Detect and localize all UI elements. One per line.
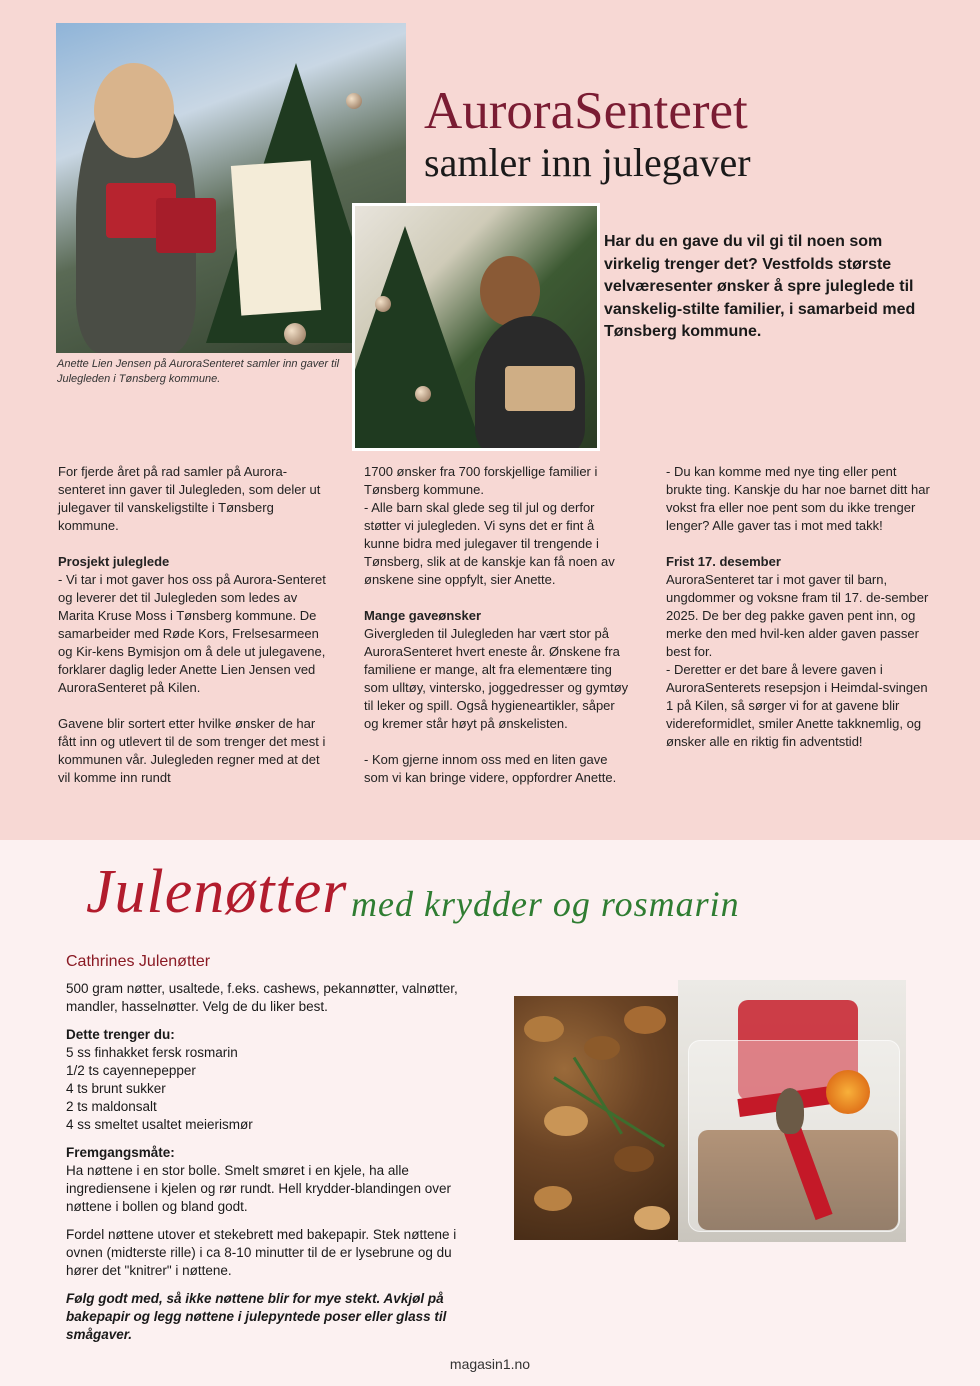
recipe-name: Cathrines Julenøtter — [66, 953, 211, 970]
article-lead: Har du en gave du vil gi til noen som virkelig trenger det? Vestfolds største velværesenter ønsker å spre juleglede til vanskelig-stilte familier, i samarbeid med Tønsberg kommune. — [604, 233, 916, 340]
subheading: Frist 17. desember — [666, 554, 781, 569]
paragraph: Mange gaveønsker Givergleden til Julegleden har vært stor på AuroraSenteret hvert eneste år. Ønskene fra familiene er mange, alt fra elementære ting som ulltøy, vintersko, joggedresser og gymtøy til leker og spill. Også hygieneartikler, såper og kremer står høyt på ønskelisten. — [364, 607, 632, 733]
ornament — [346, 93, 362, 109]
christmas-tree-shape — [352, 226, 485, 451]
ingredient: 4 ss smeltet usaltet meierismør — [66, 1117, 253, 1132]
article-column-2 — [364, 463, 632, 805]
dried-orange-slice — [826, 1070, 870, 1114]
paragraph: - Du kan komme med nye ting eller pent brukte ting. Kanskje du har noe barnet ditt har vokst fra eller noe pent som du ikke trenger lenger? Alle gaver tas i mot med takk! — [666, 464, 930, 533]
ingredient: 2 ts maldonsalt — [66, 1099, 157, 1114]
nut — [534, 1186, 572, 1211]
photo-nut-gift-bag — [678, 980, 906, 1242]
paragraph: - Kom gjerne innom oss med en liten gave som vi kan bringe videre, oppfordrer Anette. — [364, 752, 617, 785]
method-step: Fordel nøttene utover et stekebrett med bakepapir. Stek nøttene i ovnen (midterste rille) i ca 8-10 minutter til de er lysebrune og du hører det "knitrer" i nøttene. — [66, 1227, 457, 1278]
nut — [634, 1206, 670, 1230]
paragraph: For fjerde året på rad samler på Aurora-senteret inn gaver til Julegleden, som deler ut julegaver til vanskeligstilte i Tønsberg kommune. — [58, 464, 321, 533]
paragraph: Gavene blir sortert etter hvilke ønsker de har fått inn og utlevert til de som trenger det mest i kommunen vår. Julegleden regner med at det vil komme inn rundt — [58, 716, 326, 785]
nut — [614, 1146, 654, 1172]
recipe-intro: 500 gram nøtter, usaltede, f.eks. cashews, pekannøtter, valnøtter, mandler, hasselnøtter. Velg de du liker best. — [66, 981, 458, 1014]
recipe-body — [66, 980, 466, 1354]
article-column-3 — [666, 463, 934, 769]
article-column-1 — [58, 463, 326, 805]
recipe-title-rest: med krydder og rosmarin — [351, 884, 740, 924]
recipe-tip: Følg godt med, så ikke nøttene blir for mye stekt. Avkjøl på bakepapir og legg nøttene i julepyntede poser eller glass til smågaver. — [66, 1291, 447, 1342]
ingredient: 1/2 ts cayennepepper — [66, 1063, 196, 1078]
photo-woman-with-packages — [352, 203, 600, 451]
footer-site: magasin1.no — [449, 1356, 531, 1372]
ingredient: 4 ts brunt sukker — [66, 1081, 166, 1096]
subheading: Prosjekt juleglede — [58, 554, 170, 569]
ornament — [415, 386, 431, 402]
nut — [584, 1036, 620, 1060]
recipe-title-script: Julenøtter — [86, 858, 348, 926]
paragraph: Frist 17. desember AuroraSenteret tar i mot gaver til barn, ungdommer og voksne fram til 17. de-sember 2025. De ber deg pakke gaven pent inn, og merke den med hvil-ken alder gaven passer best for. — [666, 553, 934, 661]
method-heading: Fremgangsmåte: — [66, 1145, 175, 1160]
ingredient: 5 ss finhakket fersk rosmarin — [66, 1045, 238, 1060]
paragraph: - Alle barn skal glede seg til jul og derfor støtter vi julegleden. Vi syns det er fint å kunne bidra med julegaver til trengende i Tønsberg, slik at de kanskje kan få noen av ønskene sine oppfylt, sier Anette. — [364, 500, 615, 587]
article-title: AuroraSenteret — [424, 82, 748, 140]
face-shape — [94, 63, 174, 158]
pinecone — [776, 1088, 804, 1134]
nut — [624, 1006, 666, 1034]
paragraph: 1700 ønsker fra 700 forskjellige familier i Tønsberg kommune. — [364, 464, 598, 497]
gift-box — [156, 198, 216, 253]
subheading: Mange gaveønsker — [364, 608, 482, 623]
photo-caption: Anette Lien Jensen på AuroraSenteret samler inn gaver til Julegleden i Tønsberg kommune. — [57, 358, 340, 385]
nut — [544, 1106, 588, 1136]
nut — [524, 1016, 564, 1042]
article-subtitle: samler inn julegaver — [424, 140, 751, 185]
wish-note — [231, 160, 321, 315]
ornament — [284, 323, 306, 345]
photo-roasted-nuts — [514, 996, 682, 1240]
ornament — [375, 296, 391, 312]
method-step: Ha nøttene i en stor bolle. Smelt smøret i en kjele, ha alle ingrediensene i kjelen og rør rundt. Hell krydder-blandingen over nøttene i bollen og bland godt. — [66, 1163, 451, 1214]
paragraph: Prosjekt juleglede - Vi tar i mot gaver hos oss på Aurora-Senteret og leverer det til Julegleden som ledes av Marita Kruse Moss i Tønsberg kommune. De samarbeider med Røde Kors, Frelsesarmeen og Kir-kens Bymisjon om å dele ut julegavene, forklarer daglig leder Anette Lien Jensen ved AuroraSenteret på Kilen. — [58, 554, 326, 695]
paragraph: - Deretter er det bare å levere gaven i AuroraSenterets resepsjon i Heimdal-svingen 1 på Kilen, så sørger vi for at gavene blir videreformidlet, smiler Anette takknemlig, og ønsker alle en riktig fin adventstid! — [666, 662, 928, 749]
ingredients-heading: Dette trenger du: — [66, 1027, 175, 1042]
gift-package — [505, 366, 575, 411]
ingredients-list — [66, 1044, 466, 1134]
